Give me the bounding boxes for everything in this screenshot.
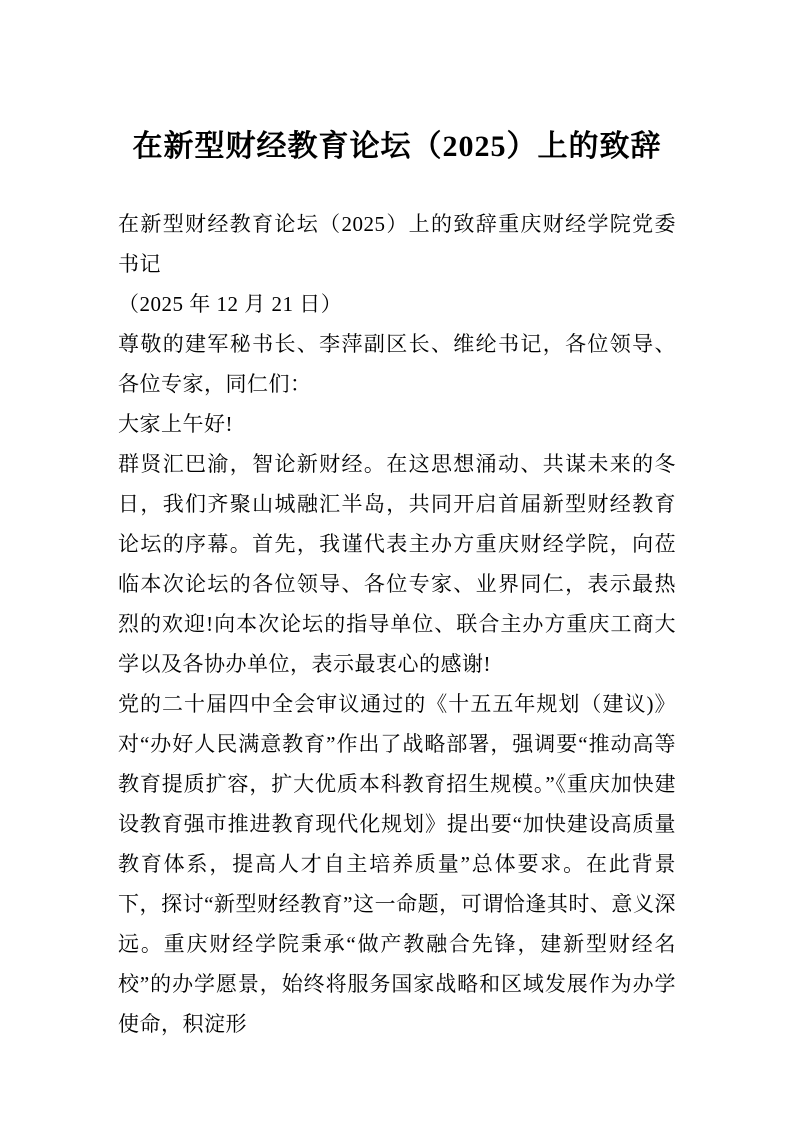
document-body [118, 204, 676, 1044]
policy-context-paragraph: 党的二十届四中全会审议通过的《十五五年规划（建议)》对“办好人民满意教育”作出了战略部署，强调要“推动高等教育提质扩容，扩大优质本科教育招生规模。”《重庆加快建设教育强市推进教育现代化规划》提出要“加快建设高质量教育体系，提高人才自主培养质量”总体要求。在此背景下，探讨“新型财经教育”这一命题，可谓恰逢其时、意义深远。重庆财经学院秉承“做产教融合先锋，建新型财经名校”的办学愿景，始终将服务国家战略和区域发展作为办学使命，积淀形 [118, 692, 676, 1036]
document-title: 在新型财经教育论坛（2025）上的致辞 [132, 130, 662, 163]
welcome-paragraph: 群贤汇巴渝，智论新财经。在这思想涌动、共谋未来的冬日，我们齐聚山城融汇半岛，共同开启首届新型财经教育论坛的序幕。首先，我谨代表主办方重庆财经学院，向莅临本次论坛的各位领导、各位专家、业界同仁，表示最热烈的欢迎!向本次论坛的指导单位、联合主办方重庆工商大学以及各协办单位，表示最衷心的感谢! [118, 452, 676, 676]
date-line: （2025 年 12 月 21 日） [118, 292, 343, 316]
salutation-line: 尊敬的建军秘书长、李萍副区长、维纶书记，各位领导、各位专家，同仁们： [118, 332, 676, 396]
greeting-line: 大家上午好! [118, 412, 233, 436]
subtitle-line: 在新型财经教育论坛（2025）上的致辞重庆财经学院党委书记 [118, 212, 676, 276]
